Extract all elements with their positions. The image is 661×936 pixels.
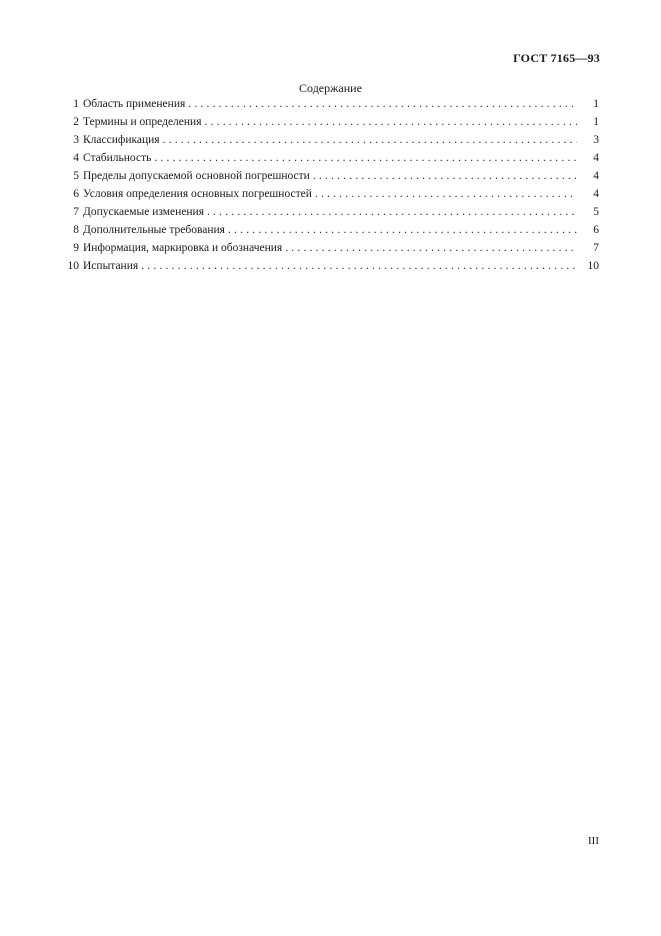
toc-entry-number: 3 — [73, 134, 79, 146]
toc-entry-page: 7 — [593, 242, 599, 254]
toc-entry-page: 6 — [593, 224, 599, 236]
toc-entry-label: Пределы допускаемой основной погрешности — [83, 170, 310, 182]
toc-entry-label: Информация, маркировка и обозначения — [83, 242, 283, 254]
toc-entry-label: Дополнительные требования — [83, 224, 225, 236]
dot-leader — [228, 221, 577, 239]
toc-entry-number: 8 — [73, 224, 79, 236]
dot-leader — [207, 203, 577, 221]
toc-entry-page: 5 — [593, 206, 599, 218]
toc-entry — [64, 131, 599, 149]
toc-entry-label: Допускаемые изменения — [83, 206, 204, 218]
dot-leader — [154, 149, 577, 167]
dot-leader — [205, 113, 578, 131]
toc-entry-page: 4 — [593, 152, 599, 164]
table-of-contents — [64, 95, 599, 275]
dot-leader — [141, 257, 577, 275]
dot-leader — [315, 185, 577, 203]
toc-entry — [64, 257, 599, 275]
toc-entry-label: Условия определения основных погрешностей — [83, 188, 312, 200]
toc-entry-number: 1 — [73, 98, 79, 110]
dot-leader — [188, 95, 577, 113]
toc-entry-page: 10 — [587, 260, 599, 272]
toc-entry-number: 2 — [73, 116, 79, 128]
toc-entry — [64, 185, 599, 203]
toc-entry-label: Термины и определения — [83, 116, 202, 128]
toc-entry-number: 4 — [73, 152, 79, 164]
toc-entry-number: 7 — [73, 206, 79, 218]
dot-leader — [285, 239, 577, 257]
toc-entry-label: Испытания — [83, 260, 139, 272]
toc-entry-number: 6 — [73, 188, 79, 200]
toc-entry-page: 1 — [593, 98, 599, 110]
toc-entry — [64, 221, 599, 239]
toc-entry-page: 3 — [593, 134, 599, 146]
dot-leader — [313, 167, 577, 185]
toc-entry — [64, 149, 599, 167]
toc-entry-number: 9 — [73, 242, 79, 254]
toc-entry — [64, 167, 599, 185]
standard-number: ГОСТ 7165—93 — [513, 51, 600, 65]
page-number-roman: III — [588, 835, 599, 847]
toc-entry-label: Классификация — [83, 134, 160, 146]
toc-entry-number: 5 — [73, 170, 79, 182]
toc-entry-page: 4 — [593, 188, 599, 200]
toc-entry-label: Стабильность — [83, 152, 152, 164]
toc-entry — [64, 239, 599, 257]
toc-entry — [64, 95, 599, 113]
toc-entry-label: Область применения — [83, 98, 186, 110]
toc-entry-number: 10 — [67, 260, 79, 272]
toc-entry — [64, 203, 599, 221]
toc-entry-page: 1 — [593, 116, 599, 128]
toc-title: Содержание — [299, 81, 362, 95]
toc-entry-page: 4 — [593, 170, 599, 182]
dot-leader — [163, 131, 577, 149]
toc-entry — [64, 113, 599, 131]
